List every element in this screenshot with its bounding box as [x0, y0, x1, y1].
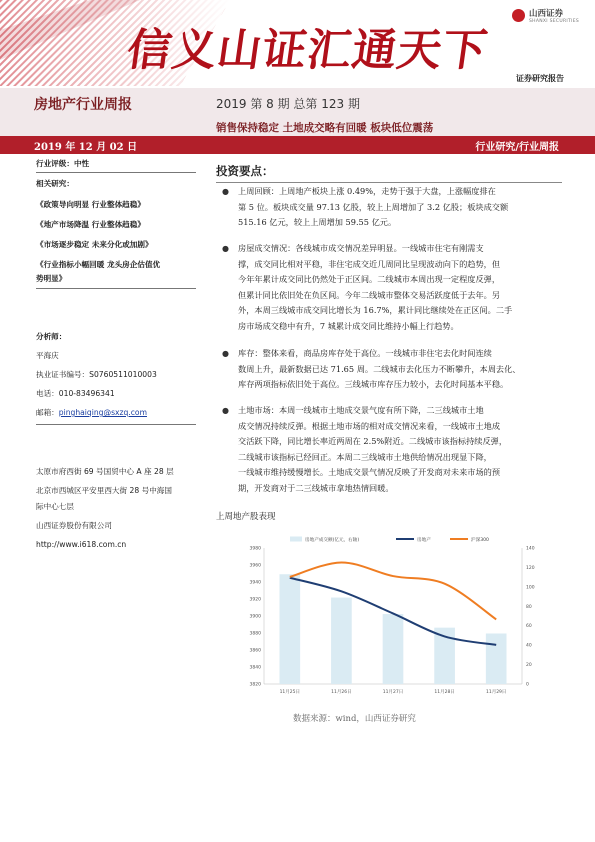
- x-tick-label: 11月26日: [331, 690, 352, 695]
- office-address-beijing: 北京市西城区平安里西大街 28 号中海国: [36, 486, 172, 495]
- email-label: 邮箱：: [36, 408, 59, 417]
- related-report-link[interactable]: 《市场逐步稳定 未来分化或加剧》: [36, 240, 153, 249]
- report-date: 2019 年 12 月 02 日: [34, 142, 138, 153]
- point-land-market: [238, 403, 560, 496]
- left-tick-label: 3940: [249, 580, 261, 586]
- sidebar-divider: [36, 172, 196, 173]
- text-line: 库存两项指标依旧处于高位。三线城市库存压力较小，去化时间基本平稳。: [238, 379, 509, 389]
- x-tick-label: 11月29日: [485, 690, 507, 695]
- bar-trading-value: [279, 574, 300, 684]
- logo-name-cn: 山西证券: [529, 9, 564, 19]
- bullet-icon: ●: [222, 244, 229, 253]
- header-slogan: 信义山证汇通天下: [123, 25, 491, 76]
- stock-performance-chart: [238, 532, 548, 704]
- report-name: 房地产行业周报: [34, 97, 132, 113]
- bullet-icon: ●: [222, 406, 229, 415]
- data-source: 数据来源：wind，山西证券研究: [293, 714, 416, 724]
- text-line: 房屋成交情况：各线城市成交情况差异明显。一线城市住宅有刚需支: [238, 243, 484, 253]
- bullet-icon: ●: [222, 349, 229, 358]
- report-issue: 2019 第 8 期 总第 123 期: [216, 97, 360, 111]
- text-line: 期，开发商对于二三线城市拿地热情回暖。: [238, 482, 394, 493]
- analyst-title: 分析师：: [36, 332, 67, 341]
- text-line: 撑，成交同比相对平稳，非住宅成交近几周同比呈现波动向下的趋势，但: [238, 258, 501, 269]
- right-tick-label: 140: [526, 546, 535, 552]
- text-line: 515.16 亿元，较上上周增加 59.55 亿元。: [238, 217, 397, 227]
- left-tick-label: 3900: [249, 614, 261, 620]
- company-name: 山西证券股份有限公司: [36, 521, 112, 530]
- related-research-title: 相关研究：: [36, 179, 74, 188]
- left-tick-label: 3840: [249, 665, 261, 671]
- company-website[interactable]: http://www.i618.com.cn: [36, 540, 127, 549]
- sidebar-divider: [36, 424, 196, 425]
- point-weekly-review: [238, 184, 560, 231]
- legend-swatch-bar: [290, 537, 302, 542]
- text-line: 房市场成交稳中有升，7 城累计成交同比维持小幅上行趋势。: [238, 320, 459, 331]
- text-line: 今年年累计成交同比仍然处于正区间。二线城市本周出现一定程度反弹，: [238, 274, 501, 284]
- analyst-name: 平海庆: [36, 351, 59, 360]
- office-address-taiyuan: 太原市府西街 69 号国贸中心 A 座 28 层: [36, 467, 174, 476]
- email-link[interactable]: pinghaiqing@sxzq.com: [58, 408, 147, 417]
- company-logo-icon: [512, 9, 525, 22]
- text-line: 数周上升，最新数据已达 71.65 周。二线城市去化压力不断攀升，本周去化、: [238, 363, 521, 374]
- text-line: 上周回顾：上周地产板块上涨 0.49%，走势于强于大盘，上涨幅度排在: [238, 186, 496, 196]
- right-tick-label: 100: [526, 585, 535, 591]
- x-tick-label: 11月27日: [382, 690, 404, 695]
- related-report-link[interactable]: 《行业指标小幅回暖 龙头房企估值优: [36, 260, 161, 269]
- left-tick-label: 3960: [249, 563, 261, 569]
- x-tick-label: 11月28日: [434, 690, 455, 695]
- bar-trading-value: [486, 633, 507, 684]
- left-tick-label: 3920: [249, 597, 261, 603]
- industry-rating: 行业评级：中性: [36, 159, 90, 168]
- report-category: 行业研究/行业周报: [475, 142, 559, 153]
- office-address-beijing-cont: 际中心七层: [36, 502, 74, 511]
- line-csi300: [290, 562, 496, 619]
- left-tick-label: 3880: [249, 631, 261, 637]
- investment-highlights-title: 投资要点：: [216, 164, 274, 178]
- right-tick-label: 60: [526, 624, 532, 630]
- bar-trading-value: [331, 598, 352, 684]
- analyst-license: 执业证书编号：S0760511010003: [36, 370, 157, 379]
- legend-label: 房地产成交额(亿元，右轴): [305, 538, 360, 544]
- text-line: 一线城市维持缓慢增长。土地成交景气情况反映了开发商对未来市场的预: [238, 467, 501, 477]
- left-tick-label: 3860: [249, 648, 261, 654]
- right-tick-label: 20: [526, 663, 532, 669]
- text-line: 二线城市该指标已经回正。本周二三线城市土地供给情况出现显下降，: [238, 451, 492, 462]
- right-tick-label: 0: [526, 682, 529, 688]
- related-report-link[interactable]: 《地产市场降温 行业整体趋稳》: [36, 220, 145, 229]
- point-housing-transactions: [238, 241, 560, 334]
- related-report-link-cont[interactable]: 势明显》: [36, 274, 67, 283]
- point-inventory: [238, 346, 560, 393]
- report-tagline: 证券研究报告: [516, 74, 564, 83]
- text-line: 土地市场：本周一线城市土地成交景气度有所下降，二三线城市土地: [238, 405, 484, 415]
- left-tick-label: 3980: [249, 546, 261, 552]
- sidebar-divider: [36, 288, 196, 289]
- bar-trading-value: [383, 614, 404, 684]
- text-line: 成交情况持续反弹。根据土地市场的相对成交情况来看，一线城市土地成: [238, 420, 501, 431]
- text-line: 库存：整体来看，商品房库存处于高位。一线城市非住宅去化时间连续: [238, 348, 492, 358]
- text-line: 外，本周三线城市成交同比增长为 16.7%，累计同比继续处在正区间。二手: [238, 305, 513, 315]
- analyst-email: [36, 407, 147, 418]
- legend-label: 沪深300: [471, 538, 489, 544]
- legend-label: 房地产: [417, 538, 431, 544]
- analyst-phone: 电话：010-83496341: [36, 389, 115, 398]
- text-line: 第 5 位。板块成交量 97.13 亿股，较上上周增加了 3.2 亿股；板块成交额: [238, 201, 509, 212]
- related-report-link[interactable]: 《政策导向明显 行业整体趋稳》: [36, 200, 145, 209]
- right-tick-label: 120: [526, 565, 535, 571]
- report-headline: 销售保持稳定 土地成交略有回暖 板块低位震荡: [216, 122, 434, 134]
- text-line: 交活跃下降，同比增长率近两周在 2.5%附近。二线城市该指标持续反弹，: [238, 436, 508, 446]
- right-tick-label: 80: [526, 604, 532, 610]
- left-tick-label: 3820: [249, 682, 261, 688]
- main-divider: [216, 182, 562, 183]
- chart-section-title: 上周地产股表现: [216, 512, 276, 522]
- bullet-icon: ●: [222, 187, 229, 196]
- right-tick-label: 40: [526, 643, 532, 649]
- logo-name-en: SHANXI SECURITIES: [529, 19, 579, 24]
- x-tick-label: 11月25日: [279, 690, 301, 695]
- text-line: 但累计同比依旧处在负区间。今年二线城市整体交易活跃度低于去年。另: [238, 289, 501, 300]
